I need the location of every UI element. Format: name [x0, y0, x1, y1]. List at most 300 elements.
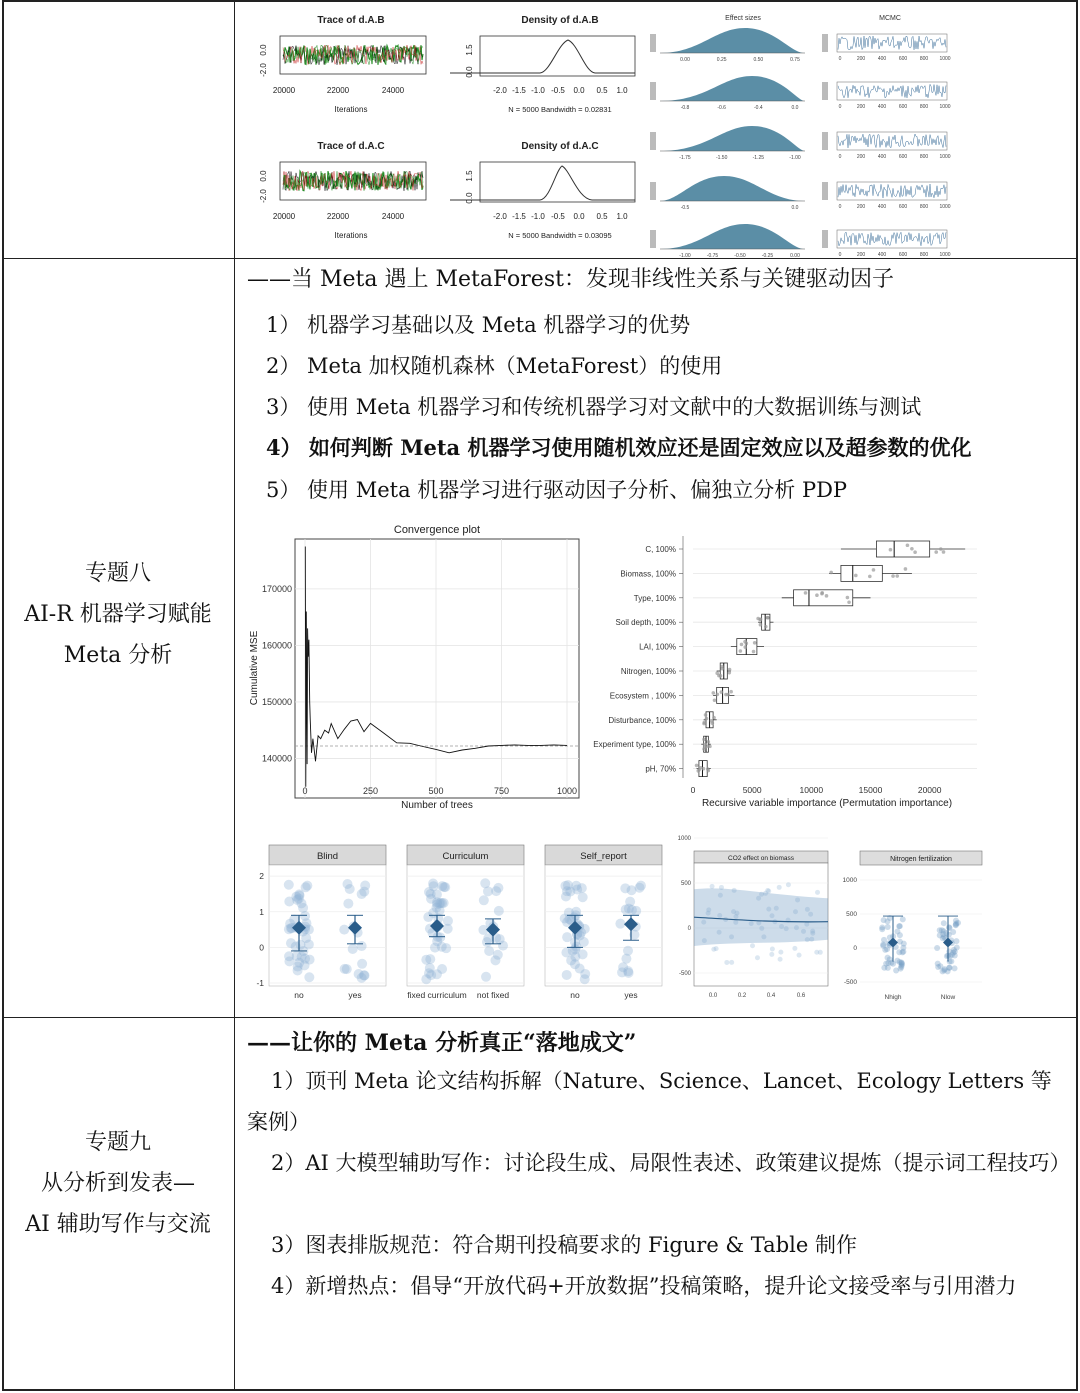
moderator-panel-self_report — [545, 845, 662, 1000]
vimp-point — [766, 616, 770, 620]
vimp-point — [695, 764, 699, 768]
nitrogen-point — [950, 929, 956, 935]
moderator-point — [357, 941, 367, 951]
effect-row-labels — [650, 82, 656, 100]
vimp-point — [846, 596, 850, 600]
effect-tick-label: 0.25 — [716, 57, 727, 63]
density-ac-ytick-0: 1.5 — [465, 170, 474, 182]
co2-point — [711, 947, 716, 952]
effect-tick-label: -0.5 — [680, 205, 690, 211]
moderator-category-label: yes — [624, 990, 638, 1000]
vimp-point — [704, 713, 708, 717]
convergence-ytick-label: 170000 — [261, 583, 292, 594]
density-ab-xtick: -1.0 — [531, 86, 545, 95]
vimp-point — [934, 550, 938, 554]
vimp-point — [868, 575, 872, 579]
density-ab-xtick: 0.0 — [573, 86, 585, 95]
moderator-point — [577, 883, 587, 893]
moderator-point — [304, 972, 314, 982]
mcmc-tick-label: 1000 — [939, 154, 951, 160]
moderator-point — [561, 891, 571, 901]
mcmc-tick-label: 400 — [877, 204, 887, 210]
trace-ac-xlabel: Iterations — [334, 231, 368, 240]
moderator-panel-frame — [407, 865, 524, 986]
topic9-subtitle: ——让你的 Meta 分析真正“落地成文” — [247, 1030, 637, 1056]
nitrogen-category-label: Nlow — [940, 994, 956, 1001]
mcmc-title: MCMC — [879, 15, 901, 22]
effect-tick-label: -1.00 — [679, 253, 691, 259]
trace-ab-title: Trace of d.A.B — [317, 15, 385, 26]
trace-ab-xtick-1: 22000 — [326, 86, 350, 95]
moderator-ytick-label: 2 — [259, 871, 264, 882]
moderator-point — [421, 974, 431, 984]
effect-tick-label: 0.00 — [790, 253, 800, 259]
effect-tick-label: -0.75 — [706, 253, 719, 259]
vimp-point — [847, 600, 851, 604]
density-ab-xtick: -2.0 — [493, 86, 507, 95]
vimp-point — [702, 738, 706, 742]
effect-tick-label: -0.6 — [717, 105, 726, 111]
moderator-point — [437, 881, 447, 891]
nitrogen-point — [880, 942, 886, 948]
vimp-xtick-label: 20000 — [917, 785, 942, 795]
moderator-point — [432, 969, 442, 979]
effect-tick-label: -1.50 — [715, 155, 728, 161]
moderator-point — [623, 946, 633, 956]
mcmc-tick-label: 0 — [838, 104, 842, 110]
density-plot-ab — [450, 15, 635, 114]
nitrogen-point — [879, 926, 885, 932]
effect-tick-label: -1.00 — [789, 155, 801, 161]
vimp-point — [728, 668, 732, 672]
vimp-point — [703, 745, 707, 749]
topic8-label-line-3: Meta 分析 — [63, 642, 173, 668]
co2-xtick-label: 0.2 — [737, 993, 747, 999]
vimp-point — [740, 643, 744, 647]
co2-xtick-label: 0.6 — [796, 993, 806, 999]
moderator-point — [432, 936, 442, 946]
moderator-point — [627, 905, 637, 915]
topic9-label-line-3: AI 辅助写作与交流 — [25, 1211, 211, 1237]
effect-tick-label: -1.25 — [752, 155, 765, 161]
moderator-point — [294, 889, 304, 899]
topic9-label-line-2: 从分析到发表— — [40, 1170, 195, 1196]
vimp-point — [752, 650, 756, 654]
nitrogen-point — [952, 965, 958, 971]
trace-plot-ac — [259, 141, 426, 240]
vimp-point — [716, 693, 720, 697]
nitrogen-point — [934, 945, 940, 951]
density-ac-xtick: -1.0 — [531, 212, 545, 221]
effect-tick-label: 0.0 — [791, 105, 799, 111]
moderator-point — [441, 943, 451, 953]
co2-confidence-band — [694, 888, 828, 946]
table-row-divider-1 — [2, 258, 1078, 259]
mcmc-tick-label: 200 — [856, 56, 866, 62]
mcmc-tick-label: 1000 — [939, 204, 951, 210]
moderator-point — [636, 881, 646, 891]
moderator-point — [439, 898, 449, 908]
vimp-point — [720, 690, 724, 694]
density-ac-xtick: -0.5 — [551, 212, 565, 221]
vimp-point — [942, 550, 946, 554]
moderator-point — [342, 964, 352, 974]
moderator-point — [615, 919, 625, 929]
moderator-point — [624, 968, 634, 978]
nitrogen-point — [898, 964, 904, 970]
moderator-point — [284, 880, 294, 890]
moderator-ytick-label: 1 — [259, 906, 264, 917]
density-ab-ytick-0: 1.5 — [465, 44, 474, 56]
vimp-category-label: pH, 70% — [645, 764, 676, 774]
mcmc-tick-label: 800 — [919, 104, 929, 110]
moderator-point — [360, 970, 370, 980]
moderator-point — [493, 950, 503, 960]
vimp-point — [705, 717, 709, 721]
convergence-xtick-label: 500 — [428, 786, 444, 796]
trace-ac-title: Trace of d.A.C — [317, 141, 385, 152]
mcmc-tick-label: 400 — [877, 104, 887, 110]
vimp-category-label: Ecosystem , 100% — [609, 691, 676, 701]
density-ab-title: Density of d.A.B — [521, 15, 599, 26]
mcmc-tick-label: 0 — [838, 154, 842, 160]
topic9-label — [3, 1120, 233, 1246]
vimp-point — [758, 618, 762, 622]
moderator-point — [298, 903, 308, 913]
density-ac-ytick-1: 0.0 — [465, 192, 474, 204]
moderator-point — [481, 972, 491, 982]
moderator-point — [343, 899, 353, 909]
convergence-xtick-label: 750 — [493, 786, 510, 796]
co2-point — [710, 884, 715, 889]
topic9-label-line-1: 专题九 — [84, 1129, 151, 1155]
moderator-category-label: fixed curriculum — [407, 990, 467, 1000]
moderator-point — [432, 889, 442, 899]
trace-ab-ytick-1: -2.0 — [259, 63, 268, 77]
trace-ac-xtick-0: 20000 — [272, 212, 296, 221]
vimp-point — [764, 625, 768, 629]
vimp-point — [895, 574, 899, 578]
topic8-item-5: 5） 使用 Meta 机器学习进行驱动因子分析、偏独立分析 PDP — [266, 478, 848, 502]
moderator-category-label: not fixed — [476, 990, 510, 1000]
trace-ac-ytick-1: -2.0 — [259, 189, 268, 203]
vimp-category-label: Disturbance, 100% — [608, 715, 676, 725]
moderator-point — [284, 924, 294, 934]
moderator-point — [575, 964, 585, 974]
vimp-point — [759, 623, 763, 627]
vimp-point — [726, 693, 730, 697]
co2-effect-plot — [668, 836, 840, 1003]
convergence-xlabel: Number of trees — [401, 800, 473, 811]
co2-point — [729, 960, 734, 965]
density-ab-xticks — [493, 86, 628, 95]
density-plot-ac — [450, 141, 635, 240]
vimp-point — [913, 550, 917, 554]
mcmc-tick-label: 200 — [856, 204, 866, 210]
nitrogen-point — [897, 932, 903, 938]
co2-point — [797, 953, 802, 958]
moderator-panel-title: Curriculum — [442, 851, 489, 862]
co2-point — [792, 946, 797, 951]
co2-point — [777, 885, 782, 890]
effect-density-shape — [660, 176, 805, 201]
topic8-item-2: 2） Meta 加权随机森林（MetaForest）的使用 — [266, 354, 723, 378]
vimp-point — [872, 568, 876, 572]
vimp-xtick-label: 0 — [690, 785, 696, 795]
vimp-point — [743, 645, 747, 649]
vimp-xtick-label: 10000 — [799, 785, 824, 795]
effect-tick-label: 0.75 — [790, 57, 800, 63]
co2-ytick-label: -500 — [678, 971, 691, 977]
moderator-point — [301, 933, 311, 943]
effect-row-labels — [650, 34, 656, 52]
topic8-item-4: 4） 如何判断 Meta 机器学习使用随机效应还是固定效应以及超参数的优化 — [266, 435, 972, 460]
trace-ac-ytick-0: 0.0 — [259, 170, 268, 182]
mcmc-tick-label: 200 — [856, 154, 866, 160]
density-ac-xticks — [493, 212, 628, 221]
co2-point — [786, 882, 791, 887]
mcmc-tick-label: 400 — [877, 56, 887, 62]
table-border-right — [1076, 0, 1078, 1391]
moderator-point — [357, 959, 367, 969]
nitrogen-point — [893, 967, 899, 973]
convergence-plot — [245, 518, 590, 814]
table-border-bottom — [2, 1389, 1078, 1391]
vimp-xtick-label: 15000 — [858, 785, 883, 795]
mcmc-tick-label: 600 — [898, 56, 908, 62]
nitrogen-point — [946, 924, 952, 930]
vimp-point — [854, 574, 858, 578]
moderator-point — [491, 886, 501, 896]
effect-density-shape — [660, 76, 805, 101]
moderator-point — [480, 878, 490, 888]
nitrogen-point — [900, 916, 906, 922]
vimp-point — [713, 698, 717, 702]
vimp-point — [939, 547, 943, 551]
effect-tick-label: -0.50 — [734, 253, 746, 259]
topic8-label-line-1: 专题八 — [84, 560, 151, 586]
nitrogen-ytick-label: 0 — [853, 945, 857, 952]
density-ac-note: N = 5000 Bandwidth = 0.03095 — [508, 231, 612, 240]
vimp-point — [891, 574, 895, 578]
vimp-point — [745, 642, 749, 646]
vimp-point — [729, 690, 733, 694]
nitrogen-point — [896, 949, 902, 955]
density-ac-title: Density of d.A.C — [521, 141, 599, 152]
vimp-category-label: Soil depth, 100% — [615, 618, 676, 628]
table-row-divider-2 — [2, 1017, 1078, 1018]
moderator-point — [482, 937, 492, 947]
mcmc-tick-label: 1000 — [939, 252, 951, 258]
co2-point — [770, 946, 775, 951]
nitrogen-category-label: Nhigh — [884, 994, 902, 1001]
effect-row-labels — [650, 132, 656, 150]
vimp-category-label: LAI, 100% — [639, 642, 676, 652]
nitrogen-point — [882, 947, 888, 953]
mcmc-tick-label: 800 — [919, 154, 929, 160]
convergence-xtick-label: 250 — [362, 786, 379, 796]
vimp-point — [889, 548, 893, 552]
co2-point — [814, 950, 819, 955]
effect-tick-label: 0.00 — [680, 57, 690, 63]
mcmc-tick-label: 600 — [898, 252, 908, 258]
trace-ab-ytick-0: 0.0 — [259, 44, 268, 56]
convergence-ytick-label: 160000 — [261, 640, 292, 651]
mcmc-tick-label: 600 — [898, 154, 908, 160]
moderator-point — [428, 878, 438, 888]
topic8-subtitle: ——当 Meta 遇上 MetaForest：发现非线性关系与关键驱动因子 — [247, 267, 894, 292]
co2-point — [755, 955, 760, 960]
vimp-point — [702, 767, 706, 771]
effect-sizes-panel — [650, 15, 805, 259]
nitrogen-point — [942, 966, 948, 972]
moderator-point — [625, 897, 635, 907]
trace-ab-xlabel: Iterations — [334, 105, 368, 114]
vimp-point — [820, 592, 824, 596]
mcmc-tick-label: 800 — [919, 56, 929, 62]
nitrogen-point — [953, 922, 959, 928]
density-ac-xtick: 0.0 — [573, 212, 585, 221]
co2-ytick-label: 1000 — [677, 836, 691, 842]
moderator-point — [443, 924, 453, 934]
nitrogen-point — [900, 945, 906, 951]
effect-row-labels — [650, 182, 656, 200]
vimp-point — [702, 721, 706, 725]
co2-xtick-label: 0.0 — [708, 993, 718, 999]
mcmc-row-labels — [822, 34, 828, 52]
trace-ac-xtick-1: 22000 — [326, 212, 350, 221]
moderator-panel-blind — [269, 845, 386, 1000]
moderator-y-axis — [256, 871, 264, 988]
variable-importance-xticks — [691, 785, 942, 795]
co2-point — [778, 950, 783, 955]
moderator-point — [620, 883, 630, 893]
topic9-item-1: 1）顶刊 Meta 论文结构拆解（Nature、Science、Lancet、Ecology Letters 等案例） — [247, 1069, 1052, 1134]
density-ab-ytick-1: 0.0 — [465, 66, 474, 78]
nitrogen-ytick-label: 500 — [846, 911, 857, 918]
co2-ytick-label: 500 — [680, 881, 691, 887]
vimp-point — [707, 740, 711, 744]
mcmc-tick-label: 800 — [919, 204, 929, 210]
mcmc-tick-label: 0 — [838, 204, 842, 210]
effect-row-labels — [650, 230, 656, 248]
vimp-point — [696, 769, 700, 773]
nitrogen-point — [884, 918, 890, 924]
mcmc-tick-label: 0 — [838, 56, 842, 62]
vimp-point — [906, 543, 910, 547]
effect-density-shape — [660, 224, 805, 249]
effect-tick-label: -0.4 — [754, 105, 763, 111]
mcmc-row-labels — [822, 82, 828, 100]
mcmc-row-labels — [822, 182, 828, 200]
variable-importance-plot — [580, 528, 1000, 816]
moderator-point — [339, 925, 349, 935]
moderator-point — [484, 946, 494, 956]
topic9-item-4: 4）新增热点：倡导“开放代码+开放数据”投稿策略，提升论文接受率与引用潜力 — [271, 1274, 1017, 1298]
moderator-point — [345, 884, 355, 894]
density-ac-xtick: -2.0 — [493, 212, 507, 221]
co2-point — [815, 890, 820, 895]
vimp-point — [739, 649, 743, 653]
moderator-panel-curriculum — [407, 845, 524, 1000]
vimp-point — [712, 716, 716, 720]
vimp-point — [910, 547, 914, 551]
moderator-category-label: yes — [348, 990, 362, 1000]
mcmc-tick-label: 800 — [919, 252, 929, 258]
mcmc-tick-label: 600 — [898, 204, 908, 210]
moderator-point — [479, 895, 489, 905]
vimp-box — [841, 565, 882, 581]
mcmc-row-labels — [822, 132, 828, 150]
mcmc-row-labels — [822, 230, 828, 248]
topic8-item-1: 1） 机器学习基础以及 Meta 机器学习的优势 — [266, 313, 691, 337]
co2-point — [750, 943, 755, 948]
vimp-point — [706, 769, 710, 773]
vimp-point — [708, 745, 712, 749]
co2-point — [769, 952, 774, 957]
vimp-point — [825, 594, 829, 598]
table-border-top — [2, 0, 1078, 2]
moderator-point — [571, 942, 581, 952]
variable-importance-labels — [593, 545, 683, 774]
topic9-item-2: 2）AI 大模型辅助写作：讨论段生成、局限性表述、政策建议提炼（提示词工程技巧） — [271, 1151, 1071, 1175]
mcmc-tick-label: 0 — [838, 252, 842, 258]
nitrogen-fertilization-plot — [840, 848, 990, 1003]
co2-point — [765, 888, 770, 893]
effect-tick-label: 0.50 — [753, 57, 764, 63]
topic8-label-line-2: AI-R 机器学习赋能 — [24, 601, 212, 627]
nitrogen-point — [883, 961, 889, 967]
nitrogen-ytick-label: -500 — [843, 979, 857, 986]
vimp-point — [815, 593, 819, 597]
density-ab-xtick: 1.0 — [616, 86, 628, 95]
moderator-point — [293, 962, 303, 972]
density-ac-xtick: 1.0 — [616, 212, 628, 221]
co2-point — [778, 957, 783, 962]
density-ab-xtick: -1.5 — [512, 86, 526, 95]
convergence-yticks — [262, 584, 292, 764]
moderator-point — [359, 887, 369, 897]
effect-tick-label: 0.0 — [791, 205, 799, 211]
moderator-category-label: no — [570, 990, 580, 1000]
effect-tick-label: -1.75 — [679, 155, 691, 161]
trace-ab-xtick-0: 20000 — [272, 86, 296, 95]
effect-density-shape — [660, 28, 805, 53]
convergence-xtick-label: 0 — [302, 786, 308, 796]
variable-importance-xlabel: Recursive variable importance (Permutation importance) — [701, 798, 953, 809]
effect-tick-label: -0.8 — [680, 105, 690, 111]
vimp-point — [804, 591, 808, 595]
nitrogen-point — [896, 923, 902, 929]
moderator-category-label: no — [294, 990, 304, 1000]
convergence-plot-title: Convergence plot — [393, 524, 481, 536]
moderator-panels-figure — [245, 843, 690, 1003]
mcmc-panel — [822, 15, 951, 258]
moderator-panel-title: Blind — [316, 851, 339, 862]
vimp-point — [720, 667, 724, 671]
vimp-category-label: C, 100% — [645, 545, 676, 554]
convergence-xtick-label: 1000 — [556, 786, 578, 796]
effect-density-shape — [660, 126, 805, 151]
density-ab-note: N = 5000 Bandwidth = 0.02831 — [508, 105, 612, 114]
density-ab-xtick: 0.5 — [596, 86, 608, 95]
mcmc-diagnostics-figure — [240, 4, 960, 259]
trace-ac-xtick-2: 24000 — [381, 212, 405, 221]
vimp-category-label: Type, 100% — [633, 593, 676, 603]
topic9-item-3: 3）图表排版规范：符合期刊投稿要求的 Figure & Table 制作 — [271, 1233, 857, 1257]
moderator-ytick-label: 0 — [259, 942, 264, 953]
mcmc-tick-label: 600 — [898, 104, 908, 110]
